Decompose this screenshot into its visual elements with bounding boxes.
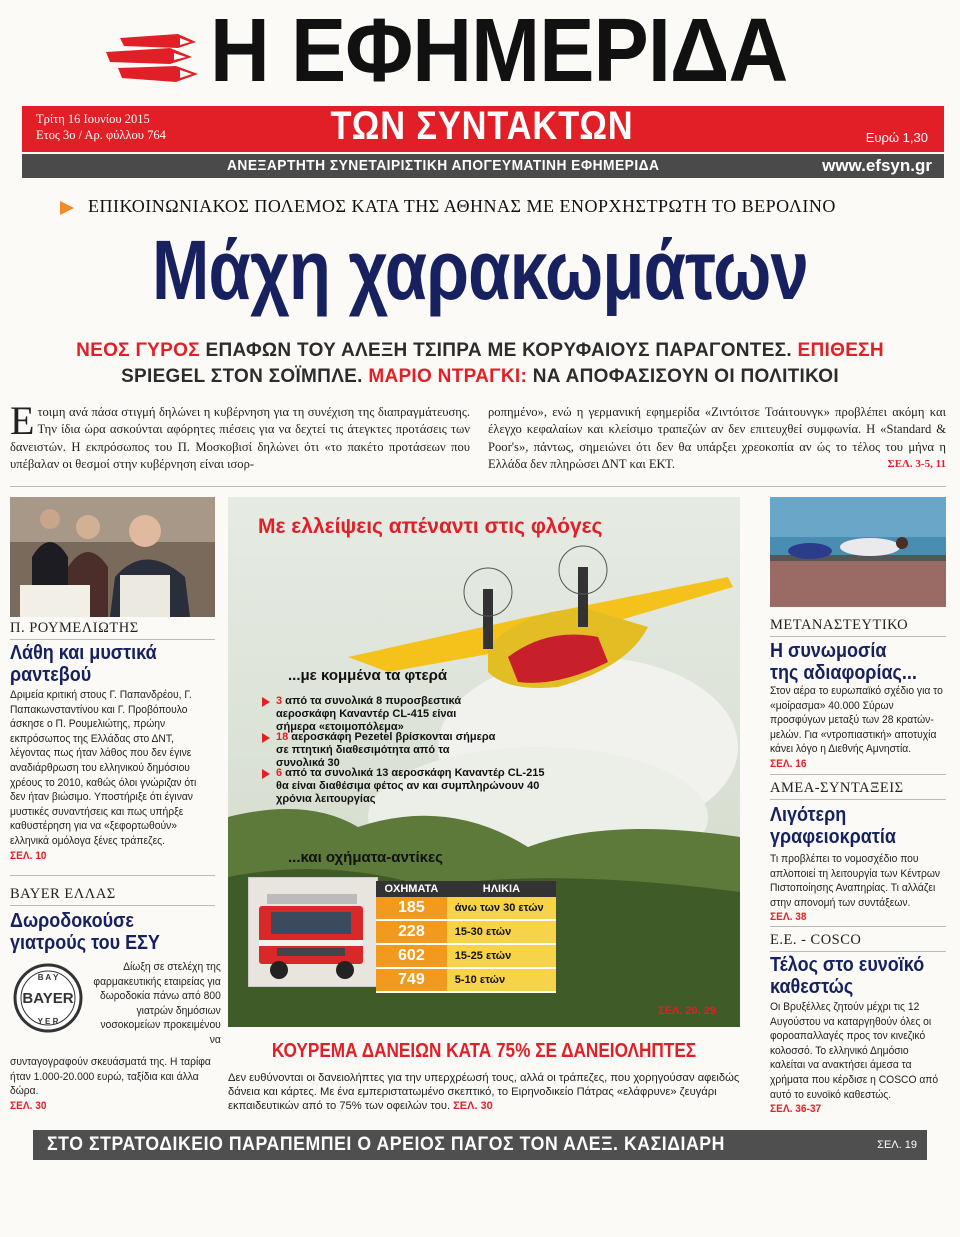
box-subhead-planes: ...με κομμένα τα φτερά xyxy=(288,667,448,684)
table-row xyxy=(376,968,556,992)
divider xyxy=(770,926,946,927)
story-body xyxy=(770,1000,945,1117)
story-body-text: Τι προβλέπει το νομοσχέδιο που απλοποιεί τη λειτουργία των Κέντρων Πιστοποίησης Αναπηρίας. Τι αλλάζει στην απονομή των συντάξεων. xyxy=(770,853,941,909)
svg-text:B A Y: B A Y xyxy=(37,973,59,982)
table-row xyxy=(376,897,556,920)
bayer-cross-icon xyxy=(12,962,84,1034)
lead-kicker xyxy=(60,196,836,217)
vehicle-age: 15-25 ετών xyxy=(447,944,556,968)
page-ref[interactable]: ΣΕΛ. 19 xyxy=(877,1139,917,1151)
bullet-icon xyxy=(262,697,270,707)
drop-cap: Ε xyxy=(10,398,35,443)
page-ref[interactable]: ΣΕΛ. 10 xyxy=(10,849,47,862)
story-body-text: Δριμεία κριτική στους Γ. Παπανδρέου, Γ. Παπακωνσταντίνου και Γ. Προβόπουλο άσκησε ο Π. Ρουμελιώτης, πρώην εκπρόσωπος της Ελλάδας στο ΔΝΤ, λέγοντας πως ήταν λάθος που δεν έγινε αναδιάρθρωση του ελληνικού δημόσιου χρέους το 2010, καθώς όλοι γνώριζαν ότι δεν ήταν βιώσιμο. Υποστήριξε ότι έγιναν μυστικές συναντήσεις και πως υπήρξε καθυστέρηση για να «ξεφορτωθούν» ελληνικά ομόλογα ξένες τράπεζες. xyxy=(10,689,197,847)
fact-note xyxy=(276,767,556,806)
masthead-red-band xyxy=(22,106,944,152)
issue-number: Ετος 3ο / Αρ. φύλλου 764 xyxy=(36,128,166,142)
vehicle-count: 228 xyxy=(376,920,447,944)
divider xyxy=(10,486,946,487)
column-header: ΗΛΙΚΙΑ xyxy=(447,881,556,897)
table-header-row xyxy=(376,881,556,897)
section-label: ΜΕΤΑΝΑΣΤΕΥΤΙΚΟ xyxy=(770,617,909,633)
lead-body-left xyxy=(10,398,470,474)
story-title-line2[interactable]: γιατρούς του ΕΣΥ xyxy=(10,932,160,954)
vehicle-age-table xyxy=(376,881,556,993)
fact-note xyxy=(276,695,496,734)
fact-text: από τα συνολικά 8 πυροσβεστικά αεροσκάφη Καναντέρ CL-415 είναι σήμερα «ετοιμοπόλεμα» xyxy=(276,695,462,733)
deck-highlight: ΕΠΙΘΕΣΗ xyxy=(797,340,884,361)
fact-note xyxy=(276,731,496,770)
divider xyxy=(770,799,946,800)
debt-body-text: Δεν ευθύνονται οι δανειολήπτες για την υπερχρέωσή τους, αλλά οι τράπεζες, που χορηγούσαν αφειδώς δάνεια και κάρτες. Με ένα εμπεριστατωμένο σκεπτικό, το Ειρηνοδικείο Πάτρας «ελάφρυνε» ζευγάρι εκπαιδευτικών από το 75% των οφειλών του. xyxy=(228,1072,740,1112)
fact-number: 6 xyxy=(276,767,283,779)
deck-highlight: ΜΑΡΙΟ ΝΤΡΑΓΚΙ: xyxy=(368,366,528,387)
lead-headline[interactable]: Μάχη χαρακωμάτων xyxy=(151,223,809,317)
page-ref[interactable]: ΣΕΛ. 16 xyxy=(770,757,807,770)
page-ref[interactable]: ΣΕΛ. 36-37 xyxy=(770,1103,822,1116)
vehicle-count: 602 xyxy=(376,944,447,968)
divider xyxy=(770,951,946,952)
story-body xyxy=(10,1055,214,1113)
issue-date: Τρίτη 16 Ιουνίου 2015 xyxy=(36,112,150,126)
divider xyxy=(10,639,215,640)
page-ref[interactable]: ΣΕΛ. 30 xyxy=(10,1099,47,1112)
deck-text: SPIEGEL ΣΤΟΝ ΣΟΪΜΠΛΕ. xyxy=(121,366,369,387)
fire-truck-icon xyxy=(249,878,377,986)
column-header: ΟΧΗΜΑΤΑ xyxy=(376,881,447,897)
story-body-text: Οι Βρυξέλλες ζητούν μέχρι τις 12 Αυγούστου να καταργηθούν όλες οι φοροαπαλλαγές προς τον κινεζικό κολοσσό. Το ελληνικό Δημόσιο καλείται να ανακτήσει άμεσα τα χρήματα που κέρδισε η COSCO από αυτό το ευνοϊκό καθεστώς. xyxy=(770,1001,939,1101)
page-ref[interactable]: ΣΕΛ. 3-5, 11 xyxy=(887,458,946,471)
pen-nibs-logo-icon xyxy=(100,32,210,84)
page-ref[interactable]: ΣΕΛ. 20, 29 xyxy=(658,1005,716,1017)
divider xyxy=(770,774,946,775)
deck-text: ΝΑ ΑΠΟΦΑΣΙΣΟΥΝ ΟΙ ΠΟΛΙΤΙΚΟΙ xyxy=(527,366,839,387)
story-title-line2[interactable]: ραντεβού xyxy=(10,664,92,686)
table-row xyxy=(376,920,556,944)
story-title-line1[interactable]: Λιγότερη xyxy=(770,804,847,826)
divider xyxy=(10,905,215,906)
arrow-icon xyxy=(60,201,74,215)
photo-image xyxy=(10,497,215,617)
deck-text: ΕΠΑΦΩΝ ΤΟΥ ΑΛΕΞΗ ΤΣΙΠΡΑ ΜΕ ΚΟΡΥΦΑΙΟΥΣ ΠΑΡΑΓΟΝΤΕΣ. xyxy=(199,340,798,361)
bayer-logo-text: BAYER xyxy=(22,990,74,1007)
story-body-text: Στον αέρα το ευρωπαϊκό σχέδιο για το «μοίρασμα» 40.000 Σύρων προσφύγων μεταξύ των 28 κρατών-μελών. Για «ντροπιαστική» αποτυχία κάνει λόγο η Διεθνής Αμνηστία. xyxy=(770,685,943,756)
story-body-wrap: Δίωξη σε στελέχη της φαρμακευτικής εταιρείας για δωροδοκία πάνω από 800 γιατρών δημόσιων νοσοκομείων προκειμένου να xyxy=(93,961,221,1046)
vehicle-count: 749 xyxy=(376,968,447,992)
svg-text:Y E R: Y E R xyxy=(37,1017,59,1026)
lead-kicker-text: ΕΠΙΚΟΙΝΩΝΙΑΚΟΣ ΠΟΛΕΜΟΣ ΚΑΤΑ ΤΗΣ ΑΘΗΝΑΣ ΜΕ ΕΝΟΡΧΗΣΤΡΩΤΗ ΤΟ ΒΕΡΟΛΙΝΟ xyxy=(88,196,836,216)
vehicle-age: 15-30 ετών xyxy=(447,920,556,944)
table-row xyxy=(376,944,556,968)
deck-highlight: ΝΕΟΣ ΓΥΡΟΣ xyxy=(76,340,200,361)
bayer-logo xyxy=(12,962,84,1034)
website-link[interactable]: www.efsyn.gr xyxy=(822,156,932,175)
wildfire-feature-box xyxy=(228,497,740,1027)
lead-body-right xyxy=(488,404,946,474)
story-title-line1[interactable]: Λάθη και μυστικά xyxy=(10,642,157,664)
page-ref[interactable]: ΣΕΛ. 30 xyxy=(453,1100,493,1112)
story-title-line1[interactable]: Η συνωμοσία xyxy=(770,640,887,662)
masthead-tagline-band xyxy=(22,154,944,178)
roumeliotis-photo xyxy=(10,497,215,617)
story-body xyxy=(10,688,214,863)
fact-text: αεροσκάφη Pezetel βρίσκονται σήμερα σε πτητική διαθεσιμότητα από τα συνολικά 30 xyxy=(276,731,496,769)
story-title-line2[interactable]: καθεστώς xyxy=(770,976,854,998)
fire-truck-photo xyxy=(248,877,378,987)
box-title[interactable]: Με ελλείψεις απέναντι στις φλόγες xyxy=(258,515,603,538)
story-body xyxy=(770,852,945,925)
lead-deck-line2 xyxy=(40,364,920,390)
bullet-icon xyxy=(262,733,270,743)
bottom-banner xyxy=(33,1130,927,1160)
divider xyxy=(770,636,946,637)
story-title-line2[interactable]: γραφειοκρατία xyxy=(770,826,896,848)
vehicle-age: 5-10 ετών xyxy=(447,968,556,992)
debt-headline[interactable]: ΚΟΥΡΕΜΑ ΔΑΝΕΙΩΝ ΚΑΤΑ 75% ΣΕ ΔΑΝΕΙΟΛΗΠΤΕΣ xyxy=(271,1040,697,1062)
newspaper-subtitle: ΤΩΝ ΣΥΝΤΑΚΤΩΝ xyxy=(330,104,634,148)
story-body-text: συνταγογραφούν σκευάσματά της. Η ταρίφα ήταν 1.000-20.000 ευρώ, ταξίδια και άλλα δώρα. xyxy=(10,1056,211,1098)
tagline: ΑΝΕΞΑΡΤΗΤΗ ΣΥΝΕΤΑΙΡΙΣΤΙΚΗ ΑΠΟΓΕΥΜΑΤΙΝΗ ΕΦΗΜΕΡΙΔΑ xyxy=(227,157,660,174)
vehicle-count: 185 xyxy=(376,897,447,920)
story-title-line1[interactable]: Τέλος στο ευνοϊκό xyxy=(770,954,925,976)
migrant-photo xyxy=(770,497,946,607)
story-title-line1[interactable]: Δωροδοκούσε xyxy=(10,910,134,932)
section-label: Ε.Ε. - COSCO xyxy=(770,932,862,948)
bullet-icon xyxy=(262,769,270,779)
newspaper-title: Η ΕΦΗΜΕΡΙΔΑ xyxy=(210,1,788,101)
page-ref[interactable]: ΣΕΛ. 38 xyxy=(770,911,807,924)
masthead xyxy=(100,1,860,104)
lead-body-right-text: ροπημένο», ενώ η γερμανική εφημερίδα «Ζιντόιτσε Τσάιτουνγκ» προβλέπει ακόμη και έλεγχο κεφαλαίων και κλείσιμο τραπεζών αν δεν επιτευχθεί συμφωνία. Η «Standard & Poor's», πάντως, σημειώνει ότι δεν θα υπάρξει χρεοκοπία αν ώς το τέλος του μήνα η Ελλάδα δεν πληρώσει ΔΝΤ και ΕΚΤ. xyxy=(488,405,946,472)
divider xyxy=(10,875,215,876)
bottom-banner-headline[interactable]: ΣΤΟ ΣΤΡΑΤΟΔΙΚΕΙΟ ΠΑΡΑΠΕΜΠΕΙ Ο ΑΡΕΙΟΣ ΠΑΓΟΣ ΤΟΝ ΑΛΕΞ. ΚΑΣΙΔΙΑΡΗ xyxy=(47,1134,725,1155)
debt-body xyxy=(228,1071,740,1113)
price: Ευρώ 1,30 xyxy=(865,130,928,145)
fact-text: από τα συνολικά 13 αεροσκάφη Καναντέρ CL-215 θα είναι διαθέσιμα φέτος αν και συμπληρώνουν 40 χρόνια λειτουργίας xyxy=(276,767,545,805)
section-label: ΑΜΕΑ-ΣΥΝΤΑΞΕΙΣ xyxy=(770,780,904,796)
story-body xyxy=(770,684,945,772)
section-label: Π. ΡΟΥΜΕΛΙΩΤΗΣ xyxy=(10,620,139,636)
fact-number: 3 xyxy=(276,695,283,707)
story-title-line2[interactable]: της αδιαφορίας... xyxy=(770,662,917,684)
section-label: BAYER ΕΛΛΑΣ xyxy=(10,886,116,902)
lead-deck-line1 xyxy=(40,338,920,364)
box-subhead-vehicles: ...και οχήματα-αντίκες xyxy=(288,849,443,866)
photo-image xyxy=(770,497,946,607)
vehicle-age: άνω των 30 ετών xyxy=(447,897,556,920)
fact-number: 18 xyxy=(276,731,289,743)
lead-body-left-text: τοιμη ανά πάσα στιγμή δηλώνει η κυβέρνηση για τη συνέχιση της διαπραγμάτευσης. Την ίδια ώρα ασκούνται αφόρητες πιέσεις για να δεχτεί τις άτεγκτες προτάσεις των δανειστών. Η εκπρόσωπος του Π. Μοσκοβισί δηλώνει ότι «το πακέτο προτάσεων που υπέβαλαν οι θεσμοί στην κυβέρνηση είναι ισορ- xyxy=(10,405,470,472)
